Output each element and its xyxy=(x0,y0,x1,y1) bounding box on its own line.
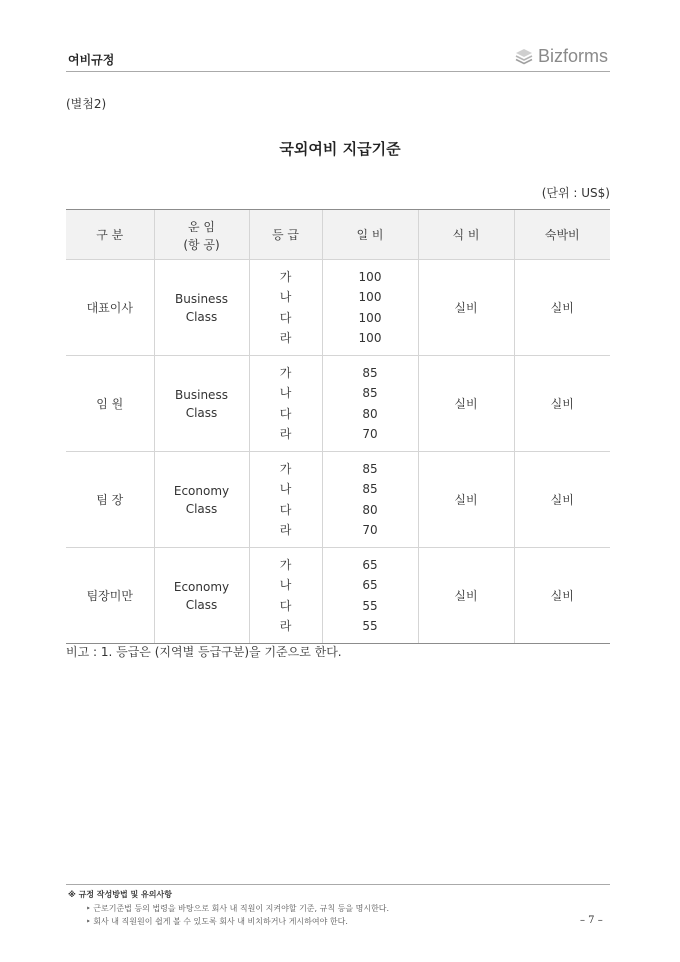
table-header-row xyxy=(66,210,610,260)
transport-line: Class xyxy=(185,501,218,516)
lodging-cell: 실비 xyxy=(514,548,610,644)
daily-value: 55 xyxy=(362,598,378,613)
lodging-cell: 실비 xyxy=(514,260,610,356)
daily-value: 100 xyxy=(358,290,382,304)
daily-value: 80 xyxy=(362,502,378,517)
grade-value: 가 xyxy=(279,461,292,476)
grade-value: 라 xyxy=(279,619,292,633)
daily-value: 85 xyxy=(362,386,378,400)
daily-value: 65 xyxy=(362,557,378,572)
table-row xyxy=(66,452,610,548)
transport-line: Business xyxy=(175,291,228,306)
daily-value: 100 xyxy=(358,310,382,325)
category-cell: 팀장미만 xyxy=(66,548,154,644)
grade-value: 라 xyxy=(279,331,292,345)
daily-value: 70 xyxy=(362,523,378,537)
grade-cell xyxy=(249,452,322,548)
transport-cell xyxy=(154,356,249,452)
unit-label: (단위 : US$) xyxy=(541,186,610,200)
brand-name: Bizforms xyxy=(538,46,609,66)
grade-value: 가 xyxy=(279,365,292,380)
header-daily: 일 비 xyxy=(322,210,418,260)
grade-value: 다 xyxy=(279,310,292,325)
header-grade: 등 급 xyxy=(249,210,322,260)
transport-line: Class xyxy=(185,309,218,324)
daily-value: 55 xyxy=(362,619,378,633)
daily-value: 70 xyxy=(362,427,378,441)
daily-value: 100 xyxy=(358,269,382,284)
header-title: 여비규정 xyxy=(68,53,115,67)
brand-logo xyxy=(514,46,608,67)
header-transport-line: (항 공) xyxy=(183,237,220,252)
transport-cell xyxy=(154,548,249,644)
guide-item: ‣ 근로기준법 등의 법령을 바탕으로 회사 내 직원이 지켜야할 기준, 규칙 등을 명시한다. xyxy=(86,904,390,913)
grade-value: 가 xyxy=(279,557,292,572)
page-number: – 7 – xyxy=(580,915,603,926)
transport-line: Economy xyxy=(173,579,230,594)
daily-cell xyxy=(322,356,418,452)
daily-cell xyxy=(322,548,418,644)
daily-value: 80 xyxy=(362,406,378,421)
lodging-cell: 실비 xyxy=(514,356,610,452)
transport-line: Class xyxy=(185,405,218,420)
grade-cell xyxy=(249,356,322,452)
table-row xyxy=(66,356,610,452)
transport-line: Business xyxy=(175,387,228,402)
lodging-cell: 실비 xyxy=(514,452,610,548)
header-lodging: 숙박비 xyxy=(514,210,610,260)
grade-value: 다 xyxy=(279,598,292,613)
transport-cell xyxy=(154,260,249,356)
header-meal: 식 비 xyxy=(418,210,514,260)
transport-line: Class xyxy=(185,597,218,612)
grade-value: 라 xyxy=(279,427,292,441)
grade-value: 다 xyxy=(279,406,292,421)
daily-cell xyxy=(322,452,418,548)
transport-cell xyxy=(154,452,249,548)
footer-divider xyxy=(66,884,610,885)
grade-value: 나 xyxy=(279,386,292,400)
grade-value: 나 xyxy=(279,290,292,304)
category-cell: 대표이사 xyxy=(66,260,154,356)
meal-cell: 실비 xyxy=(418,548,514,644)
header-transport-line: 운 임 xyxy=(188,220,215,235)
category-cell: 팀 장 xyxy=(66,452,154,548)
category-cell: 임 원 xyxy=(66,356,154,452)
meal-cell: 실비 xyxy=(418,260,514,356)
travel-expense-table xyxy=(66,209,610,644)
daily-value: 65 xyxy=(362,578,378,592)
daily-value: 85 xyxy=(362,461,378,476)
daily-value: 85 xyxy=(362,482,378,496)
grade-cell xyxy=(249,548,322,644)
grade-cell xyxy=(249,260,322,356)
meal-cell: 실비 xyxy=(418,452,514,548)
header-divider xyxy=(66,71,610,72)
daily-value: 85 xyxy=(362,365,378,380)
attachment-label: (별첨2) xyxy=(66,97,107,111)
daily-cell xyxy=(322,260,418,356)
meal-cell: 실비 xyxy=(418,356,514,452)
transport-line: Economy xyxy=(173,483,230,498)
guide-title: ※ 규정 작성방법 및 유의사항 xyxy=(68,890,172,899)
remark-note: 비고 : 1. 등급은 (지역별 등급구분)을 기준으로 한다. xyxy=(66,645,342,659)
document-title: 국외여비 지급기준 xyxy=(279,140,401,158)
table-row xyxy=(66,260,610,356)
grade-value: 나 xyxy=(279,578,292,592)
bizforms-logo-icon xyxy=(514,47,534,67)
daily-value: 100 xyxy=(358,331,382,345)
grade-value: 라 xyxy=(279,523,292,537)
grade-value: 가 xyxy=(279,269,292,284)
header-category: 구 분 xyxy=(66,210,154,260)
table-row xyxy=(66,548,610,644)
grade-value: 나 xyxy=(279,482,292,496)
grade-value: 다 xyxy=(279,502,292,517)
guide-item: ‣ 회사 내 직원원이 쉽게 볼 수 있도록 회사 내 비치하거나 게시하여야 한다. xyxy=(86,917,348,926)
header-transport xyxy=(154,210,249,260)
